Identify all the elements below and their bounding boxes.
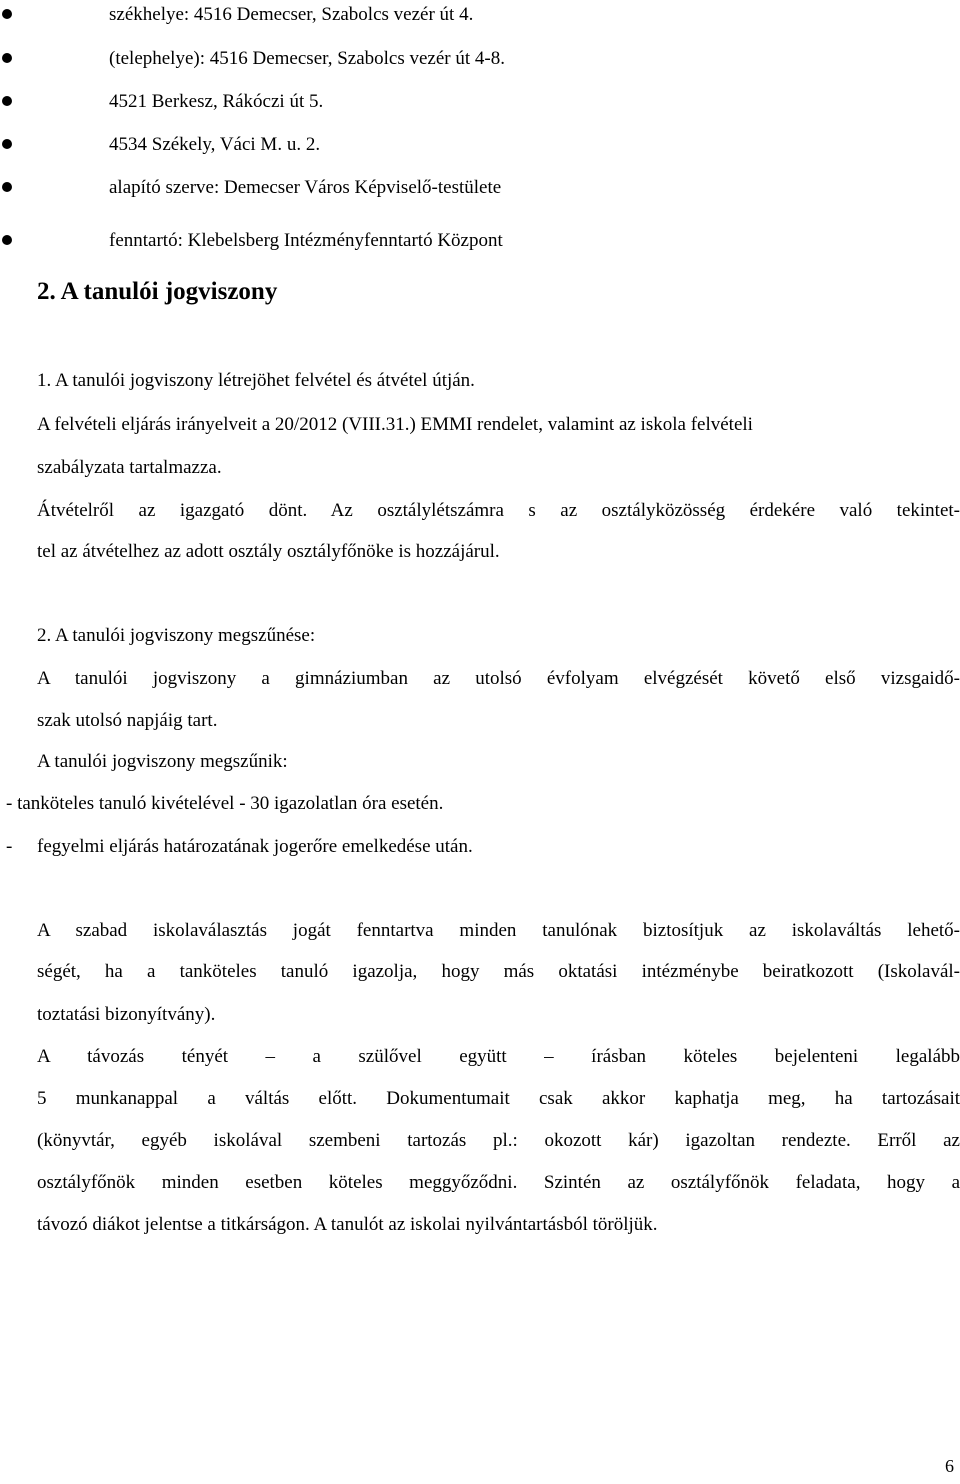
paragraph-title: 2. A tanulói jogviszony megszűnése: [37,625,316,646]
list-item [0,173,960,203]
paragraph-line: szak utolsó napjáig tart. [37,710,218,731]
paragraph-line [37,496,960,526]
paragraph-line [37,1126,960,1156]
paragraph-line-text: (könyvtár, egyéb iskolával szembeni tartozás pl.: okozott kár) igazoltan rendezte. Erről az [37,1130,960,1151]
list-item-text: 4534 Székely, Váci M. u. 2. [109,134,321,155]
page-number: 6 [945,1456,954,1476]
paragraph-line: A felvételi eljárás irányelveit a 20/2012 (VIII.31.) EMMI rendelet, valamint az iskola felvételi [37,414,753,435]
paragraph-line-text: osztályfőnök minden esetben köteles meggyőződni. Szintén az osztályfőnök feladata, hogy a [37,1172,960,1193]
list-item [0,44,960,74]
paragraph-line [37,1042,960,1072]
paragraph-line: távozó diákot jelentse a titkárságon. A tanulót az iskolai nyilvántartásból töröljük. [37,1214,658,1235]
paragraph-title: 1. A tanulói jogviszony létrejöhet felvétel és átvétel útján. [37,370,475,391]
bullet-icon [2,9,12,19]
paragraph-line-text: A tanulói jogviszony a gimnáziumban az utolsó évfolyam elvégzését követő első vizsgaidő- [37,668,960,689]
list-item-text: 4521 Berkesz, Rákóczi út 5. [109,91,324,112]
paragraph-line [37,1084,960,1114]
list-item [0,130,960,160]
list-item-text: (telephelye): 4516 Demecser, Szabolcs vezér út 4-8. [109,48,505,69]
dash-item-marker: - [6,836,13,857]
list-item [0,87,960,117]
paragraph-line-text: A szabad iskolaválasztás jogát fenntartva minden tanulónak biztosítjuk az iskolaváltás lehető- [37,920,960,941]
paragraph-line [37,1168,960,1198]
bullet-icon [2,235,12,245]
list-item [0,226,960,256]
paragraph-line-text: A távozás tényét – a szülővel együtt – írásban köteles bejelenteni legalább [37,1046,960,1067]
list-item-text: fenntartó: Klebelsberg Intézményfenntartó Központ [109,230,503,251]
list-item-text: székhelye: 4516 Demecser, Szabolcs vezér út 4. [109,4,474,25]
list-item [0,0,960,30]
paragraph-title: A tanulói jogviszony megszűnik: [37,751,288,772]
paragraph-line-text: 5 munkanappal a váltás előtt. Dokumentumait csak akkor kaphatja meg, ha tartozásait [37,1088,960,1109]
paragraph-line [37,664,960,694]
paragraph-line [37,916,960,946]
paragraph-line: tel az átvételhez az adott osztály osztályfőnöke is hozzájárul. [37,541,500,562]
paragraph-line: toztatási bizonyítvány). [37,1004,216,1025]
bullet-icon [2,96,12,106]
paragraph-line-text: ségét, ha a tanköteles tanuló igazolja, hogy más oktatási intézménybe beiratkozott (Iskolavál- [37,961,960,982]
paragraph-line: szabályzata tartalmazza. [37,457,222,478]
bullet-icon [2,182,12,192]
dash-item: - tanköteles tanuló kivételével - 30 igazolatlan óra esetén. [6,793,444,814]
bullet-icon [2,139,12,149]
paragraph-line [37,957,960,987]
section-heading: 2. A tanulói jogviszony [37,278,278,305]
dash-item: fegyelmi eljárás határozatának jogerőre emelkedése után. [37,836,473,857]
bullet-icon [2,53,12,63]
list-item-text: alapító szerve: Demecser Város Képviselő-testülete [109,177,502,198]
paragraph-line-text: Átvételről az igazgató dönt. Az osztálylétszámra s az osztályközösség érdekére való tekintet- [37,500,960,521]
